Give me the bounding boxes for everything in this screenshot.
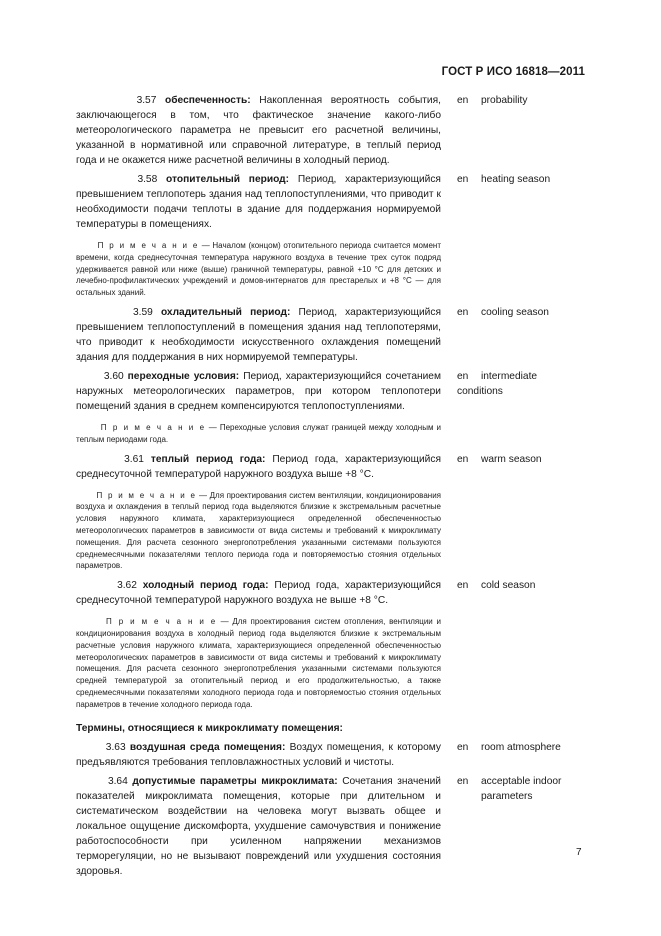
note-3-60 <box>76 422 441 446</box>
lang-code: en <box>457 174 469 185</box>
lang-code: en <box>457 453 469 465</box>
english-term: intermediate conditions <box>457 370 538 397</box>
note-label: П р и м е ч а н и е <box>100 422 206 432</box>
lang-code: en <box>457 95 469 106</box>
term-name: холодный период года: <box>142 580 269 592</box>
term-translation <box>457 578 583 593</box>
page-number: 7 <box>576 847 582 858</box>
note-text: — Для проектирования систем отопления, вентиляции и кондиционирования воздуха в холодный период года выделяются близкие к экстремальным расчетные условия наружного климата, характеризующиеся определенной обеспеченностью метеорологических параметров в зависимости от вида системы и требований к микроклимату помещения. Для расчета сезонного энергопотребления указанными системами пользуются средней температурой за отопительный период и его продолжительностью, а также среднемесячными показателями холодного периода года и повторяемостью стояния отдельных параметров в течение холодного периода года. <box>76 617 441 709</box>
term-number: 3.59 <box>132 306 153 318</box>
term-definition <box>76 93 441 168</box>
term-text: Период, характеризующийся превышением теплопоступлений в помещения здания над теплопотерями, что приводит к необходимости искусственного охлаждения помещений здания для поддержания в них нормируемой температуры. <box>76 306 441 363</box>
term-entry-3-64 <box>76 774 583 879</box>
term-definition <box>76 740 441 770</box>
term-entry-3-57 <box>76 93 583 168</box>
term-definition <box>76 774 441 879</box>
note-3-61 <box>76 490 441 573</box>
term-text: Период, характеризующийся сочетанием наружных метеорологических параметров, при котором теплопотери помещений здания в среднем компенсируются теплопоступлениями. <box>76 370 441 412</box>
english-term: warm season <box>481 453 542 465</box>
note-text: — Переходные условия служат границей между холодным и теплым периодами года. <box>76 422 442 444</box>
note-3-62 <box>76 616 441 710</box>
term-entry-3-61 <box>76 452 583 482</box>
lang-code: en <box>457 580 469 592</box>
english-term: cooling season <box>481 306 549 318</box>
term-entry-3-59 <box>76 305 583 365</box>
term-entry-3-58 <box>76 172 583 232</box>
term-translation <box>457 452 583 467</box>
term-text: Сочетания значений показателей микроклимата помещения, которые при длительном и систематическом воздействии на человека могут вызвать общее и локальное ощущение дискомфорта, ухудшение самочувствия и понижение работоспособности при усиленном напряжении механизмов терморегуляции, но не вызывают повреждений или ухудшения состояния здоровья. <box>76 775 441 877</box>
english-term: cold season <box>481 580 536 592</box>
term-text: Период года, характеризующийся среднесуточной температурой наружного воздуха выше +8 °С. <box>76 453 441 480</box>
term-definition <box>76 452 441 482</box>
term-name: отопительный период: <box>166 174 290 185</box>
english-term: room atmosphere <box>481 741 561 753</box>
term-text: Накопленная вероятность события, заключающегося в том, что фактическое значение какого-либо метеорологического параметра не превысит его расчетной величины, указанной в нормативной или справочной литературе, в теплый период года и не окажется ниже расчетной величины в холодный период. <box>76 95 441 166</box>
document-header: ГОСТ Р ИСО 16818—2011 <box>441 66 585 78</box>
english-term: heating season <box>481 174 551 185</box>
lang-code: en <box>457 741 469 753</box>
term-translation <box>457 305 583 320</box>
english-term-continued: parameters <box>481 790 533 802</box>
term-name: охладительный период: <box>160 306 291 318</box>
note-3-58 <box>76 240 441 299</box>
term-translation <box>457 172 583 187</box>
term-definition <box>76 578 441 608</box>
lang-code: en <box>457 306 469 318</box>
term-name: теплый период года: <box>150 453 266 465</box>
note-text: — Началом (концом) отопительного периода считается момент времени, когда среднесуточная температура наружного воздуха в течение трех суток подряд удерживается равной или ниже (выше) граничной температуры, равной +10 °С для детских и лечебно-профилактических учреждений и домов-интернатов для престарелых и +8 °С — для остальных зданий. <box>76 241 442 298</box>
term-number: 3.63 <box>105 741 126 753</box>
term-number: 3.61 <box>124 453 144 465</box>
term-translation <box>457 774 583 804</box>
term-entry-3-60 <box>76 369 583 414</box>
term-definition <box>76 305 441 365</box>
document-body <box>76 93 583 883</box>
term-number: 3.58 <box>137 174 158 185</box>
term-name: допустимые параметры микроклимата: <box>132 775 338 787</box>
note-label: П р и м е ч а н и е <box>106 617 217 627</box>
english-term: acceptable indoor <box>481 775 562 787</box>
term-definition <box>76 172 441 232</box>
term-name: переходные условия: <box>127 370 240 382</box>
term-translation <box>457 740 583 755</box>
note-text: — Для проектирования систем вентиляции, кондиционирования воздуха и охлаждения в теплый период года выделяются близкие к экстремальным расчетные условия наружного климата, характеризующиеся определенной обеспеченностью метеорологических параметров в зависимости от вида системы и требований к микроклимату помещения. Для расчета сезонного энергопотребления указанными системами пользуются среднемесячными показателями теплого периода года и повторяемостью стояния отдельных параметров. <box>76 490 442 571</box>
term-entry-3-62 <box>76 578 583 608</box>
term-entry-3-63 <box>76 740 583 770</box>
term-definition <box>76 369 441 414</box>
lang-code: en <box>457 775 469 787</box>
term-translation <box>457 369 561 399</box>
section-title: Термины, относящиеся к микроклимату помещения: <box>76 722 343 734</box>
term-translation <box>457 93 583 108</box>
term-number: 3.62 <box>117 580 137 592</box>
note-label: П р и м е ч а н и е <box>97 241 199 250</box>
term-name: обеспеченность: <box>165 95 251 106</box>
term-name: воздушная среда помещения: <box>129 741 286 753</box>
term-text: Период, характеризующийся превышением теплопотерь здания над теплопоступлениями, что приводит к необходимости подачи теплоты в здание для поддержания нормируемой температуры в помещениях. <box>76 174 441 230</box>
term-number: 3.64 <box>107 775 128 787</box>
term-text: Воздух помещения, к которому предъявляются требования тепловлажностных условий и чистоты. <box>76 741 441 768</box>
note-label: П р и м е ч а н и е <box>96 490 197 500</box>
english-term: probability <box>481 95 528 106</box>
term-number: 3.57 <box>136 95 157 106</box>
term-number: 3.60 <box>103 370 124 382</box>
lang-code: en <box>457 370 469 382</box>
term-text: Период года, характеризующийся среднесуточной температурой наружного воздуха не выше +8 °С. <box>76 580 441 607</box>
